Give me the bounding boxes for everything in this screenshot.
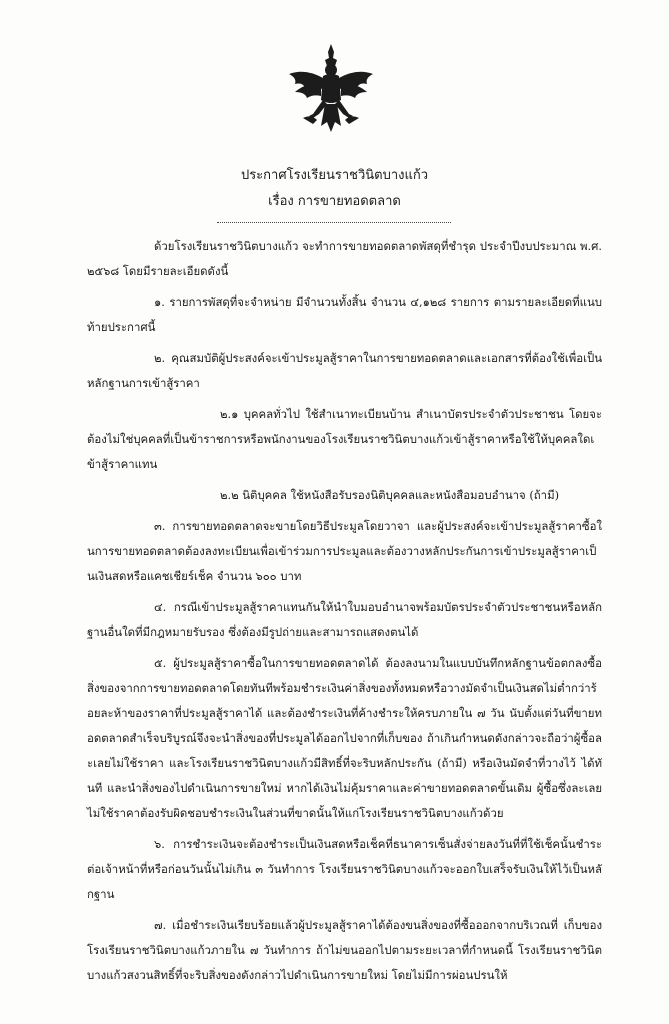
intro-paragraph: ด้วยโรงเรียนราชวินิตบางแก้ว จะทำการขายทอดตลาดพัสดุที่ชำรุด ประจำปีงบประมาณ พ.ศ. ๒๕๖๘ โดยมีรายละเอียดดังนี้ <box>87 239 602 278</box>
clause-3: ๓. การขายทอดตลาดจะขายโดยวิธีประมูลโดยวาจา และผู้ประสงค์จะเข้าประมูลสู้ราคาซื้อในการขายทอดตลาดต้องลงทะเบียนเพื่อเข้าร่วมการประมูลและต้องวางหลักประกันการเข้าประมูลสู้ราคาเป็นเงินสดหรือแคชเชียร์เช็ค จำนวน ๖๐๐ บาท <box>87 519 602 583</box>
clause-2: ๒. คุณสมบัติผู้ประสงค์จะเข้าประมูลสู้ราคาในการขายทอดตลาดและเอกสารที่ต้องใช้เพื่อเป็นหลักฐานการเข้าสู้ราคา <box>87 351 602 390</box>
dotted-divider <box>217 222 451 223</box>
garuda-emblem-icon <box>283 42 379 138</box>
document-title: ประกาศโรงเรียนราชวินิตบางแก้ว <box>240 168 429 183</box>
clause-2-2: ๒.๒ นิติบุคคล ใช้หนังสือรับรองนิติบุคคลและหนังสือมอบอำนาจ (ถ้ามี) <box>220 488 560 502</box>
clause-5: ๕. ผู้ประมูลสู้ราคาซื้อในการขายทอดตลาดได้ ต้องลงนามในแบบบันทึกหลักฐานข้อตกลงซื้อสิ่งของจากการขายทอดตลาดโดยทันทีพร้อมชำระเงินค่าสิ่งของทั้งหมดหรือวางมัดจำเป็นเงินสดไม่ต่ำกว่าร้อยละห้าของราคาที่ประมูลสู้ราคาได้ และต้องชำระเงินที่ค้างชำระให้ครบภายใน ๗ วัน นับตั้งแต่วันที่ขายทอดตลาดสำเร็จบริบูรณ์จึงจะนำสิ่งของที่ประมูลได้ออกไปจากที่เก็บของ ถ้าเกินกำหนดดังกล่าวจะถือว่าผู้ซื้อละเลยไม่ใช้ราคา และโรงเรียนราชวินิตบางแก้วมีสิทธิ์ที่จะริบหลักประกัน (ถ้ามี) หรือเงินมัดจำที่วางไว้ ได้ทันที และนำสิ่งของไปดำเนินการขายใหม่ หากได้เงินไม่คุ้มราคาและค่าขายทอดตลาดขั้นเดิม ผู้ซื้อซึ่งละเลยไม่ใช้ราคาต้องรับผิดชอบชำระเงินในส่วนที่ขาดนั้นให้แก่โรงเรียนราชวินิตบางแก้วด้วย <box>87 656 602 820</box>
clause-1: ๑. รายการพัสดุที่จะจำหน่าย มีจำนวนทั้งสิ้น จำนวน ๔,๑๒๘ รายการ ตามรายละเอียดที่แนบท้ายประกาศนี้ <box>87 295 602 334</box>
clause-6: ๖. การชำระเงินจะต้องชำระเป็นเงินสดหรือเช็คที่ธนาคารเซ็นสั่งจ่ายลงวันที่ที่ใช้เช็คนั้นชำระต่อเจ้าหน้าที่หรือก่อนวันนั้นไม่เกิน ๓ วันทำการ โรงเรียนราชวินิตบางแก้วจะออกใบเสร็จรับเงินให้ไว้เป็นหลักฐาน <box>87 837 602 901</box>
document-body <box>87 234 602 988</box>
clause-7: ๗. เมื่อชำระเงินเรียบร้อยแล้วผู้ประมูลสู้ราคาได้ต้องขนสิ่งของที่ซื้อออกจากบริเวณที่ เก็บของโรงเรียนราชวินิตบางแก้วภายใน ๗ วันทำการ ถ้าไม่ขนออกไปตามระยะเวลาที่กำหนดนี้ โรงเรียนราชวินิตบางแก้วสงวนสิทธิ์ที่จะริบสิ่งของดังกล่าวไปดำเนินการขายใหม่ โดยไม่มีการผ่อนปรนให้ <box>87 918 602 982</box>
clause-4: ๔. กรณีเข้าประมูลสู้ราคาแทนกันให้นำใบมอบอำนาจพร้อมบัตรประจำตัวประชาชนหรือหลักฐานอื่นใดที่มีกฎหมายรับรอง ซึ่งต้องมีรูปถ่ายและสามารถแสดงตนได้ <box>87 600 602 639</box>
clause-2-1: ๒.๑ บุคคลทั่วไป ใช้สำเนาทะเบียนบ้าน สำเนาบัตรประจำตัวประชาชน โดยจะต้องไม่ใช่บุคคลที่เป็นข้าราชการหรือพนักงานของโรงเรียนราชวินิตบางแก้วเข้าสู้ราคาหรือใช้ให้บุคคลใดเข้าสู้ราคาแทน <box>87 407 602 471</box>
document-subject: เรื่อง การขายทอดตลาด <box>268 194 401 209</box>
